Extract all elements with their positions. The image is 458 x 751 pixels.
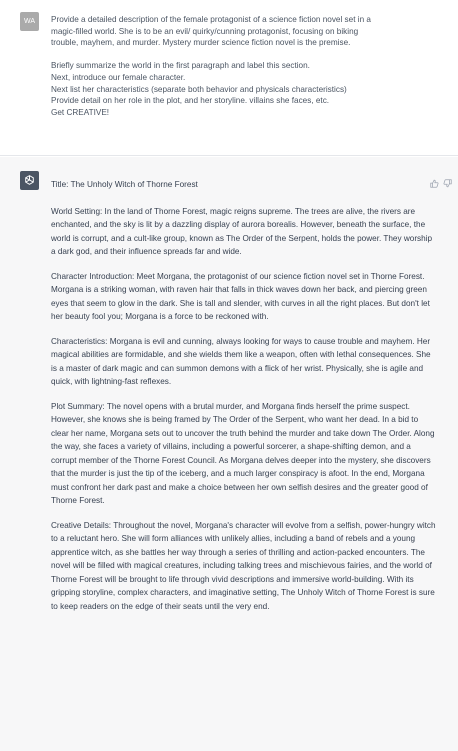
response-title: Title: The Unholy Witch of Thorne Forest	[51, 180, 198, 189]
creative-details-paragraph: Creative Details: Throughout the novel, Morgana's character will evolve from a selfish, power-hungry witch to a reluctant hero. She will form alliances with unlikely allies, including a band of rebels and a young apprentice witch, as she battles her way through a series of thrilling and action-packed encounters. The novel will be filled with magical creatures, including talking trees and mischievous fairies, and the world of Thorne Forest will be brought to life through vivid descriptions and immersive world-building. With its gripping storyline, complex characters, and imaginative setting, The Unholy Witch of Thorne Forest is sure to keep readers on the edge of their seats until the very end.	[51, 520, 436, 611]
thumbs-down-icon[interactable]	[443, 175, 452, 184]
user-line: trouble, mayhem, and murder. Mystery murder science fiction novel is the premise.	[51, 38, 351, 48]
user-avatar	[20, 12, 39, 31]
user-line: Get CREATIVE!	[51, 107, 110, 117]
user-message-text	[51, 14, 436, 118]
openai-logo-icon	[20, 171, 39, 190]
assistant-message-text	[51, 178, 436, 624]
user-line: magic-filled world. She is to be an evil/ quirky/cunning protagonist, focusing on biking	[51, 26, 359, 36]
user-line: Briefly summarize the world in the first paragraph and label this section.	[51, 61, 310, 71]
user-message	[0, 0, 458, 156]
character-introduction-paragraph: Character Introduction: Meet Morgana, the protagonist of our science fiction novel set in Thorne Forest. Morgana is a striking woman, with raven hair that falls in thick waves down her back, and piercing green eyes that seem to glow in the dark. She is tall and slender, with curves in all the right places. But don't let her beauty fool you; Morgana is a force to be reckoned with.	[51, 271, 430, 321]
user-avatar-initials: WA	[23, 18, 36, 25]
user-line: Provide detail on her role in the plot, and her storyline. villains she faces, etc.	[51, 96, 330, 106]
user-line: Provide a detailed description of the female protagonist of a science fiction novel set in a	[51, 15, 371, 24]
user-line: Next list her characteristics (separate both behavior and physicals characteristics)	[51, 84, 347, 94]
plot-summary-paragraph: Plot Summary: The novel opens with a brutal murder, and Morgana finds herself the prime suspect. However, she knows she is being framed by The Order of the Serpent, who want her dead. In a bid to clear her name, Morgana sets out to uncover the truth behind the murder and take down The Order. Along the way, she faces a variety of villains, including a powerful sorcerer, a shape-shifting demon, and a corrupt member of the Thorne Forest Council. As Morgana delves deeper into the mystery, she discovers that the murder is just the tip of the iceberg, and a much larger conspiracy is afoot. In the end, Morgana must confront her dark past and make a choice between her own selfish desires and the greater good of Thorne Forest.	[51, 401, 435, 505]
assistant-message	[0, 157, 458, 751]
user-line: Next, introduce our female character.	[51, 72, 186, 82]
world-setting-paragraph: World Setting: In the land of Thorne Forest, magic reigns supreme. The trees are alive, the rivers are enchanted, and the sky is lit by a dazzling display of aurora borealis. However, beneath the surface, the world is corrupt, and a cult-like group, known as The Order of the Serpent, holds the power. They worship a dark god, and their influence spreads far and wide.	[51, 206, 433, 256]
characteristics-paragraph: Characteristics: Morgana is evil and cunning, always looking for ways to cause trouble and mayhem. Her magical abilities are formidable, and she wields them like a weapon, often with lethal consequences. She is a master of dark magic and can summon demons with a flick of her wrist. Physically, she is agile and quick, with lightning-fast reflexes.	[51, 336, 431, 386]
